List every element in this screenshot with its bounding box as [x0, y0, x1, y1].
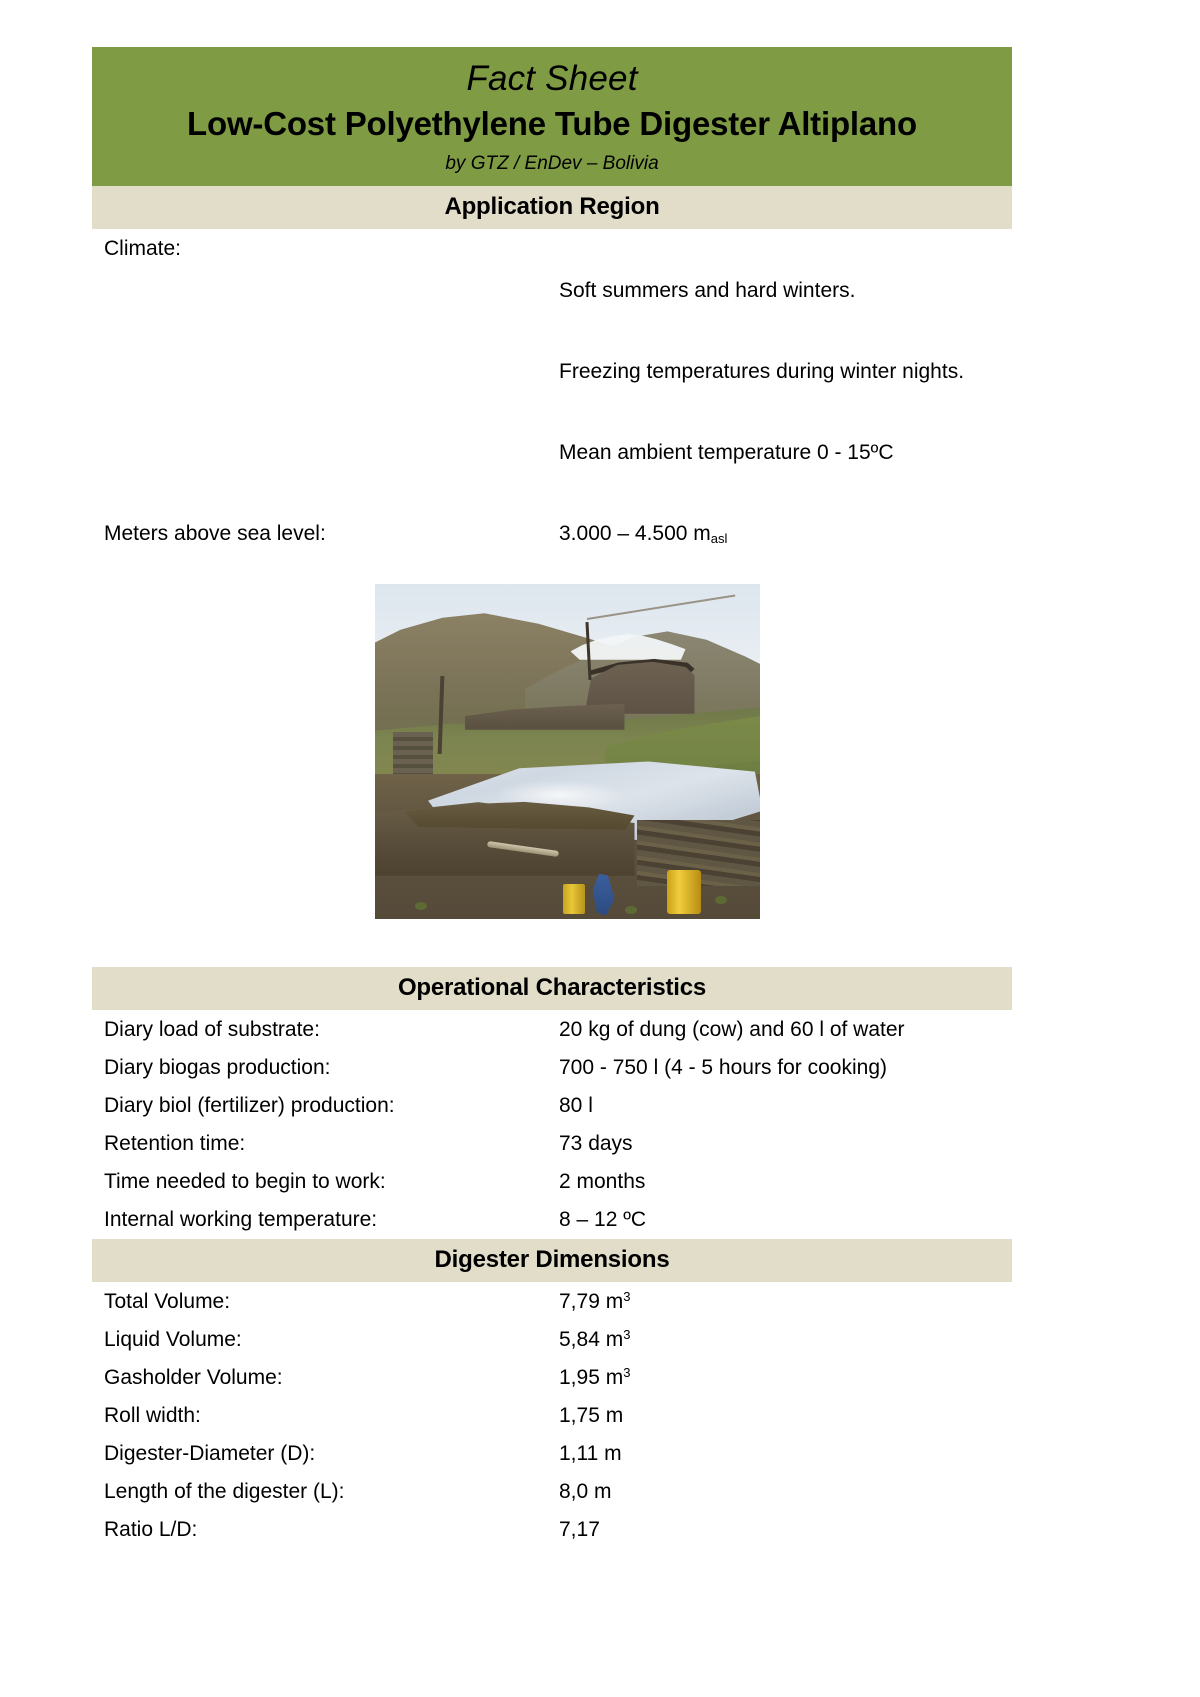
page-title: Low-Cost Polyethylene Tube Digester Altiplano	[187, 105, 917, 143]
table-row	[92, 1057, 1012, 1078]
row-label: Roll width:	[104, 1403, 201, 1427]
row-value: 20 kg of dung (cow) and 60 l of water	[559, 1017, 905, 1041]
row-value: 2 months	[559, 1169, 646, 1193]
row-label: Diary biol (fertilizer) production:	[104, 1093, 395, 1117]
table-row	[92, 521, 1012, 547]
row-value-superscript: 3	[623, 1327, 631, 1343]
row-value-subscript: asl	[710, 531, 728, 547]
row-value-text: 5,84 m	[559, 1327, 624, 1351]
row-value	[559, 1329, 1012, 1350]
table-row	[92, 1329, 1012, 1350]
table-row	[92, 1367, 1012, 1388]
row-value: 1,75 m	[559, 1403, 624, 1427]
row-value: 8,0 m	[559, 1479, 612, 1503]
section-header-operational-characteristics: Operational Characteristics	[92, 967, 1012, 1010]
photo-jerrycan-small	[563, 884, 585, 914]
row-label: Retention time:	[104, 1131, 246, 1155]
table-row	[92, 1405, 1012, 1426]
row-label: Total Volume:	[104, 1289, 231, 1313]
photo-shrub	[625, 906, 637, 914]
row-value	[559, 521, 1012, 547]
table-row	[92, 1443, 1012, 1464]
row-value: 7,17	[559, 1517, 600, 1541]
table-row	[92, 1171, 1012, 1192]
table-row	[92, 238, 1012, 505]
table-row	[92, 1209, 1012, 1230]
row-label: Time needed to begin to work:	[104, 1169, 386, 1193]
section-rows-digester-dimensions	[92, 1282, 1012, 1540]
row-value: 73 days	[559, 1131, 633, 1155]
section-rows-operational-characteristics	[92, 1010, 1012, 1230]
row-value	[559, 238, 1012, 505]
table-row	[92, 1291, 1012, 1312]
row-value: 1,11 m	[559, 1441, 622, 1465]
table-row	[92, 1019, 1012, 1040]
row-value-text: 7,79 m	[559, 1289, 624, 1313]
row-value-text: 1,95 m	[559, 1365, 624, 1389]
row-label: Gasholder Volume:	[104, 1365, 283, 1389]
row-label: Ratio L/D:	[104, 1517, 198, 1541]
digester-photo	[375, 584, 760, 919]
table-row	[92, 1481, 1012, 1502]
page-title-subtitle: Fact Sheet	[466, 59, 638, 98]
row-value-line: Soft summers and hard winters.	[559, 278, 856, 302]
section-header-application-region: Application Region	[92, 186, 1012, 229]
row-label: Digester-Diameter (D):	[104, 1441, 316, 1465]
section-header-digester-dimensions: Digester Dimensions	[92, 1239, 1012, 1282]
row-label: Internal working temperature:	[104, 1207, 378, 1231]
section-rows-application-region	[92, 229, 1012, 547]
table-row	[92, 1095, 1012, 1116]
photo-shrub	[715, 896, 727, 904]
table-row	[92, 1519, 1012, 1540]
row-label: Diary load of substrate:	[104, 1017, 320, 1041]
row-value: 8 – 12 ºC	[559, 1207, 647, 1231]
photo-shrub	[415, 902, 427, 910]
row-label: Meters above sea level:	[104, 521, 326, 545]
row-label: Liquid Volume:	[104, 1327, 242, 1351]
row-value-text: 3.000 – 4.500 m	[559, 521, 711, 545]
document-title-band	[92, 47, 1012, 186]
row-label: Climate:	[104, 236, 182, 260]
page-title-byline: by GTZ / EnDev – Bolivia	[445, 153, 659, 175]
row-value: 700 - 750 l (4 - 5 hours for cooking)	[559, 1055, 888, 1079]
row-value-superscript: 3	[623, 1289, 631, 1305]
row-value: 80 l	[559, 1093, 593, 1117]
row-label: Length of the digester (L):	[104, 1479, 345, 1503]
fact-sheet-body	[92, 47, 1012, 1557]
spacer	[92, 919, 1012, 967]
row-value-line: Freezing temperatures during winter nights.	[559, 359, 965, 383]
table-row	[92, 1133, 1012, 1154]
row-value-superscript: 3	[623, 1365, 631, 1381]
row-value	[559, 1367, 1012, 1388]
row-label: Diary biogas production:	[104, 1055, 331, 1079]
photo-jerrycan-large	[667, 870, 701, 914]
row-value	[559, 1291, 1012, 1312]
photo-container	[92, 584, 1012, 919]
row-value-line: Mean ambient temperature 0 - 15ºC	[559, 440, 894, 464]
